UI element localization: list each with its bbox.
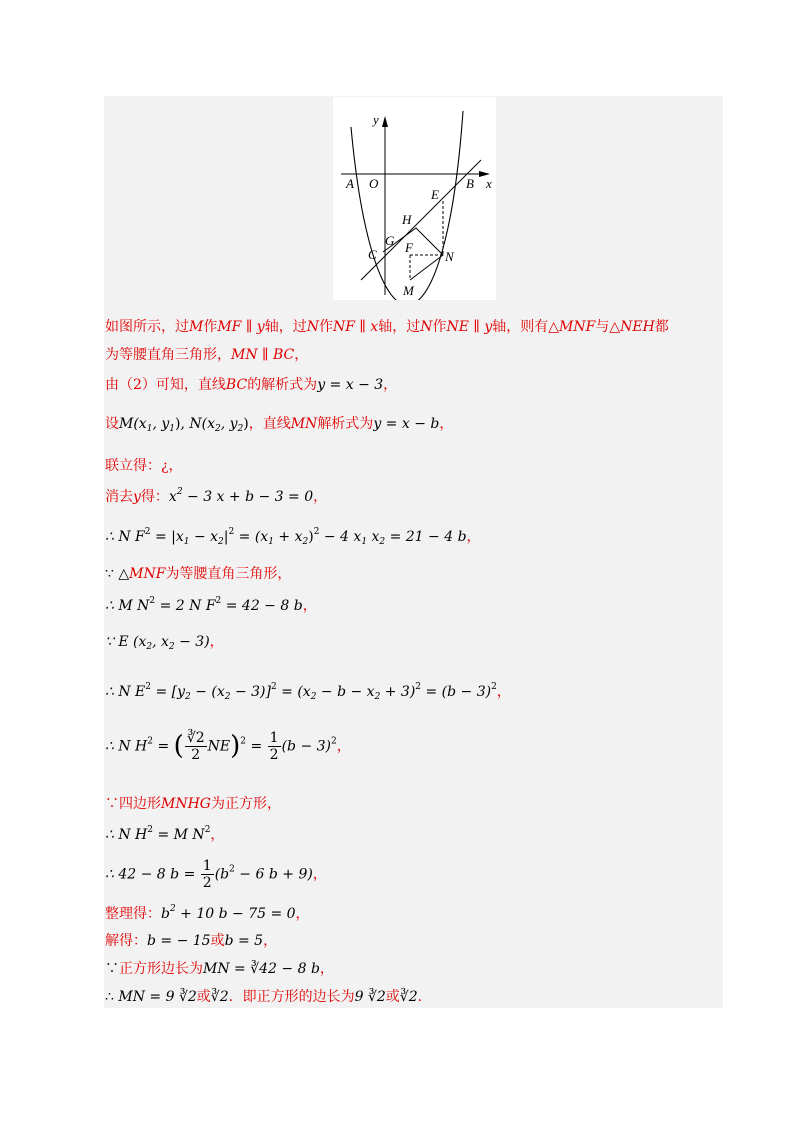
text: ∵四边形 — [105, 796, 161, 812]
text: ， — [209, 634, 224, 650]
subscript: 2 — [185, 692, 191, 702]
math-var: MNHG — [161, 796, 211, 812]
text-line-3 — [105, 377, 397, 394]
superscript: 2 — [169, 904, 176, 914]
subscript: 2 — [374, 692, 381, 702]
text: ¿ — [161, 458, 169, 474]
math-var: BC — [272, 347, 295, 363]
subscript: 1 — [169, 424, 175, 434]
parallel-sign: ∥ — [354, 319, 371, 335]
subscript: 1 — [183, 537, 190, 547]
text: 解得： — [105, 933, 147, 949]
text: 轴，则有△ — [492, 319, 560, 335]
subscript: 2 — [214, 424, 221, 434]
math: ) — [243, 416, 249, 432]
label-m: M — [403, 283, 414, 298]
subscript: 1 — [268, 537, 274, 547]
text: 如图所示，过 — [105, 319, 189, 335]
parabola-figure — [333, 97, 496, 300]
math: − x — [189, 529, 219, 545]
math: , x — [152, 634, 169, 650]
text: 或 — [210, 933, 225, 949]
math: x — [168, 489, 177, 505]
math-var: MF — [217, 319, 242, 335]
math: (b − 3) — [281, 738, 332, 755]
text: ， — [496, 684, 511, 700]
math: b = 5 — [224, 933, 264, 949]
label-o: O — [369, 176, 379, 191]
math: ∴ 42 − 8 b = — [105, 866, 200, 883]
text: ， — [336, 738, 351, 755]
text-line-19 — [105, 989, 432, 1006]
text-line-18 — [105, 961, 334, 978]
text: ， — [313, 489, 328, 505]
math: = — [153, 738, 174, 755]
label-a: A — [346, 176, 354, 191]
text: 消去 — [105, 489, 133, 505]
label-y: y — [373, 112, 379, 127]
math: (x — [201, 416, 215, 432]
math: = 2 N F — [155, 598, 216, 614]
text: 作 — [203, 319, 218, 335]
parallel-sign: ∥ — [241, 319, 257, 335]
math-var: N — [189, 416, 202, 432]
fraction-denominator: 2 — [202, 875, 212, 892]
line-bc — [361, 160, 481, 280]
text: ， — [263, 933, 278, 949]
right-paren: ) — [230, 731, 241, 761]
text-line-4 — [105, 416, 453, 435]
superscript: 2 — [228, 527, 235, 537]
label-f: F — [405, 240, 413, 255]
math: − (x — [190, 684, 225, 700]
math: ∛2 — [210, 989, 229, 1005]
math: ∛2 — [399, 989, 418, 1005]
text-line-8 — [105, 566, 291, 583]
math: = (b − 3) — [421, 684, 492, 700]
text: ，直线 — [248, 416, 291, 432]
math: , y — [152, 416, 170, 432]
superscript: 2 — [331, 736, 337, 747]
math: = 21 − 4 b — [385, 529, 467, 545]
math: − 6 b + 9) — [234, 866, 313, 883]
text: 为等腰直角三角形， — [165, 566, 292, 582]
math: = |x — [150, 529, 184, 545]
label-e: E — [431, 187, 439, 202]
left-paren: ( — [173, 731, 184, 761]
text: ， — [302, 598, 317, 614]
equation: y = x − b — [373, 416, 440, 432]
math: − b − x — [316, 684, 375, 700]
math-var: N — [420, 319, 433, 335]
superscript: 2 — [215, 596, 222, 606]
fraction-denominator: 2 — [191, 747, 201, 764]
text: ， — [168, 458, 183, 474]
text: 设 — [105, 416, 119, 432]
subscript: 2 — [218, 537, 224, 547]
fraction-numerator: 1 — [202, 858, 212, 874]
math: ∵ E (x — [105, 634, 147, 650]
text: 整理得： — [105, 906, 161, 922]
text-line-7 — [105, 527, 481, 548]
math-var: NF — [332, 319, 355, 335]
subscript: 2 — [237, 424, 244, 434]
text-line-17 — [105, 933, 277, 950]
math: − 3 x + b − 3 = 0 — [182, 489, 314, 505]
superscript: 2 — [240, 736, 247, 747]
math-var: MN — [118, 989, 145, 1005]
superscript: 2 — [491, 682, 497, 692]
math: ∴ — [105, 989, 119, 1005]
math: = — [246, 738, 267, 755]
text: 都 — [654, 319, 669, 335]
math: ) — [308, 529, 314, 545]
text-line-14 — [105, 825, 224, 844]
math-var: MN — [290, 416, 318, 432]
math: ∴ N H — [105, 738, 148, 755]
text-line-1 — [105, 319, 669, 336]
math: (x — [133, 416, 147, 432]
math-var: MNF — [129, 566, 166, 582]
math: − 3)] — [230, 684, 271, 700]
text: ， — [295, 906, 310, 922]
math: (b — [214, 866, 230, 883]
text: ， — [439, 416, 454, 432]
text: 或 — [196, 989, 211, 1005]
superscript: 2 — [313, 527, 320, 537]
math: ∵ — [105, 961, 119, 977]
text: 为等腰直角三角形， — [105, 347, 231, 363]
text: 联立得： — [105, 458, 161, 474]
math: b = − 15 — [147, 933, 211, 949]
math-var: x — [370, 319, 379, 335]
math-var: MNF — [559, 319, 596, 335]
text-line-12 — [105, 730, 351, 763]
text: ， — [312, 866, 327, 883]
text-line-15 — [105, 858, 327, 891]
fraction-denominator: 2 — [269, 747, 279, 764]
text-line-10 — [105, 634, 224, 653]
math: | — [223, 529, 229, 545]
math-var: M — [119, 416, 134, 432]
math: = 9 ∛2 — [144, 989, 197, 1005]
superscript: 2 — [204, 825, 211, 835]
math-var: y — [484, 319, 493, 335]
math-var: NE — [446, 319, 469, 335]
fraction — [268, 730, 281, 763]
text: 作 — [432, 319, 447, 335]
text: 由（2）可知，直线 — [105, 377, 226, 393]
y-axis-arrow — [382, 116, 388, 127]
subscript: 2 — [146, 642, 153, 652]
math: + 3) — [380, 684, 416, 700]
math: − 3) — [174, 634, 210, 650]
text: 轴，过 — [378, 319, 421, 335]
math-var: BC — [225, 377, 248, 393]
parabola-curve — [351, 111, 463, 300]
fraction-numerator: ∛2 — [186, 730, 205, 746]
math-var: y — [256, 319, 265, 335]
math: − 4 x — [319, 529, 362, 545]
superscript: 2 — [149, 596, 156, 606]
label-h: H — [402, 212, 412, 227]
text-line-9 — [105, 596, 317, 615]
superscript: 2 — [415, 682, 422, 692]
text: 得： — [140, 489, 169, 505]
text: 解析式为 — [317, 416, 374, 432]
text-line-6 — [105, 487, 327, 506]
text-line-5 — [105, 458, 183, 475]
text-line-2 — [105, 347, 308, 364]
label-c: C — [368, 247, 377, 262]
math-var: NE — [207, 738, 231, 755]
math: ∵ △ — [105, 566, 130, 582]
math: , y — [220, 416, 238, 432]
text: 作 — [318, 319, 333, 335]
parallel-sign: ∥ — [468, 319, 485, 335]
math-var: N — [306, 319, 319, 335]
label-b: B — [466, 176, 474, 191]
text: 的解析式为 — [247, 377, 318, 393]
text: ， — [466, 529, 481, 545]
text: 或 — [385, 989, 400, 1005]
text-line-11 — [105, 682, 511, 703]
math: = (x — [276, 684, 311, 700]
label-x: x — [486, 176, 492, 191]
superscript: 2 — [145, 682, 152, 692]
subscript: 1 — [361, 537, 368, 547]
math: ∴ N F — [105, 529, 145, 545]
math: = ∛42 − 8 b — [229, 961, 320, 977]
math-var: NEH — [620, 319, 655, 335]
text-line-13 — [105, 796, 281, 813]
math: b — [161, 906, 170, 922]
superscript: 2 — [147, 736, 154, 747]
superscript: 2 — [229, 864, 235, 875]
math: ), — [174, 416, 190, 432]
math: 9 ∛2 — [354, 989, 386, 1005]
math: = 42 − 8 b — [221, 598, 303, 614]
fraction-numerator: 1 — [269, 730, 279, 746]
math-var: MN — [203, 961, 230, 977]
text: ． — [417, 989, 432, 1005]
text: ， — [294, 347, 309, 363]
label-g: G — [385, 233, 395, 248]
math: ∴ N E — [105, 684, 146, 700]
text: ， — [319, 961, 334, 977]
superscript: 2 — [270, 682, 277, 692]
math: + x — [273, 529, 303, 545]
subscript: 2 — [310, 692, 317, 702]
subscript: 2 — [302, 537, 309, 547]
subscript: 2 — [379, 537, 386, 547]
fraction — [201, 858, 214, 891]
subscript: 2 — [168, 642, 175, 652]
fraction — [185, 730, 207, 763]
text-line-16 — [105, 904, 310, 923]
math: + 10 b − 75 = 0 — [175, 906, 296, 922]
math-var: MN — [231, 347, 258, 363]
text: ， — [210, 827, 225, 843]
equation: y = x − 3 — [317, 377, 384, 393]
superscript: 2 — [176, 487, 183, 497]
subscript: 2 — [224, 692, 231, 702]
math: ∴ N H — [105, 827, 148, 843]
label-n: N — [445, 249, 454, 264]
math-var: M — [189, 319, 204, 335]
text: ．即正方形的边长为 — [228, 989, 355, 1005]
superscript: 2 — [147, 825, 154, 835]
figure-svg — [333, 97, 496, 300]
math: ∴ M N — [105, 598, 150, 614]
text: 与△ — [595, 319, 621, 335]
parallel-sign: ∥ — [257, 347, 273, 363]
math: = (x — [234, 529, 269, 545]
superscript: 2 — [144, 527, 151, 537]
text: 为正方形， — [210, 796, 281, 812]
math-var: y — [133, 489, 141, 505]
math: = [y — [151, 684, 186, 700]
math: x — [367, 529, 380, 545]
math: = M N — [153, 827, 205, 843]
text: 轴，过 — [264, 319, 307, 335]
subscript: 1 — [146, 424, 153, 434]
text: 正方形边长为 — [119, 961, 203, 977]
text: ， — [383, 377, 398, 393]
